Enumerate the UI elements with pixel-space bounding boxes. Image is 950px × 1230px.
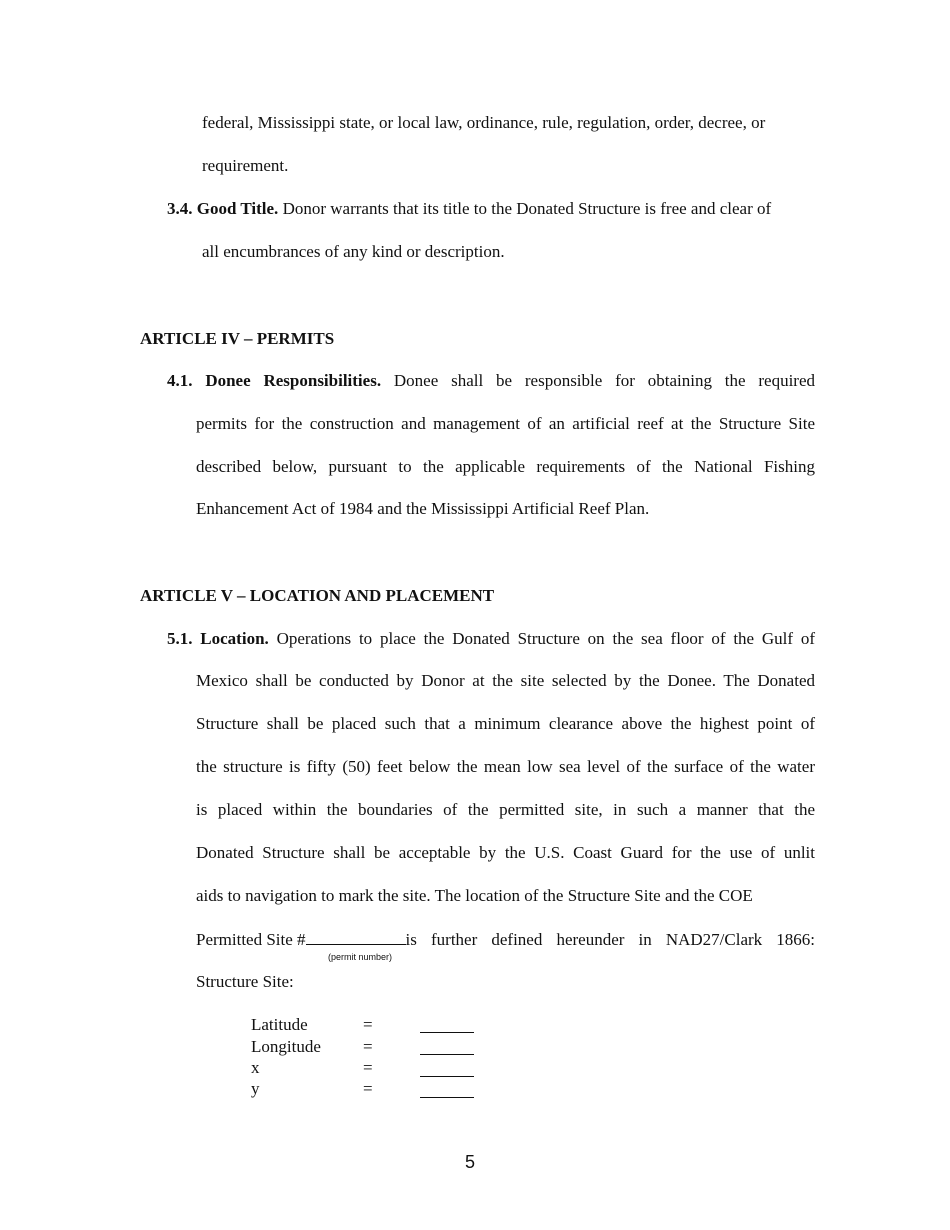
section-3-4-line-2: all encumbrances of any kind or description. — [202, 242, 505, 261]
permit-site-label: Permitted Site # — [196, 930, 306, 949]
continuation-line-1: federal, Mississippi state, or local law, ordinance, rule, regulation, order, decree, or — [202, 113, 766, 132]
coordinate-blank — [420, 1018, 474, 1033]
article-5-heading: ARTICLE V – LOCATION AND PLACEMENT — [140, 586, 495, 605]
section-5-1-line-4: the structure is fifty (50) feet below the mean low sea level of the surface of the water — [196, 757, 815, 776]
equals-sign: = — [363, 1058, 373, 1077]
section-4-1-line-2: permits for the construction and management of an artificial reef at the Structure Site — [196, 414, 815, 433]
section-3-4-text: Donor warrants that its title to the Donated Structure is free and clear of — [282, 199, 772, 218]
section-5-1-line-3: Structure shall be placed such that a minimum clearance above the highest point of — [196, 714, 815, 733]
page-number: 5 — [464, 1152, 475, 1172]
equals-sign: = — [363, 1079, 373, 1098]
continuation-line-2: requirement. — [202, 156, 289, 175]
equals-sign: = — [363, 1037, 373, 1056]
coordinate-label: Longitude — [251, 1037, 321, 1056]
section-5-1-line-8 — [196, 929, 815, 950]
section-5-1-line-6: Donated Structure shall be acceptable by the U.S. Coast Guard for the use of unlit — [196, 843, 815, 862]
permit-number-caption: (permit number) — [328, 952, 393, 962]
section-5-1-text: Operations to place the Donated Structure on the sea floor of the Gulf of — [276, 629, 816, 648]
section-4-1-text: Donee shall be responsible for obtaining the required — [393, 371, 816, 390]
section-4-1-line-4: Enhancement Act of 1984 and the Mississippi Artificial Reef Plan. — [196, 499, 650, 518]
coordinate-blank — [420, 1083, 474, 1098]
section-5-1-line-7: aids to navigation to mark the site. The location of the Structure Site and the COE — [196, 886, 753, 905]
article-4-heading: ARTICLE IV – PERMITS — [140, 329, 335, 348]
section-3-4-title: Good Title. — [196, 199, 279, 218]
section-5-1-line-2: Mexico shall be conducted by Donor at the site selected by the Donee. The Donated — [196, 671, 815, 690]
permit-number-blank — [306, 929, 406, 945]
section-5-1-title: Location. — [200, 629, 269, 648]
section-4-1-line-3: described below, pursuant to the applicable requirements of the National Fishing — [196, 457, 815, 476]
coordinate-label: y — [251, 1079, 260, 1098]
section-4-1-title: Donee Responsibilities. — [205, 371, 382, 390]
section-3-4-number: 3.4. — [167, 199, 193, 218]
section-4-1-line-1 — [167, 371, 815, 391]
section-4-1-number: 4.1. — [167, 371, 193, 390]
section-5-1-line-1 — [167, 629, 815, 649]
coordinate-blank — [420, 1040, 474, 1055]
structure-site-label: Structure Site: — [196, 972, 294, 991]
section-5-1-line-5: is placed within the boundaries of the permitted site, in such a manner that the — [196, 800, 815, 819]
section-5-1-number: 5.1. — [167, 629, 193, 648]
coordinate-blank — [420, 1062, 474, 1077]
equals-sign: = — [363, 1015, 373, 1034]
section-3-4-line-1 — [167, 199, 815, 219]
permit-site-continuation: is further defined hereunder in NAD27/Clark 1866: — [405, 930, 815, 949]
coordinate-label: Latitude — [251, 1015, 308, 1034]
coordinate-label: x — [251, 1058, 260, 1077]
